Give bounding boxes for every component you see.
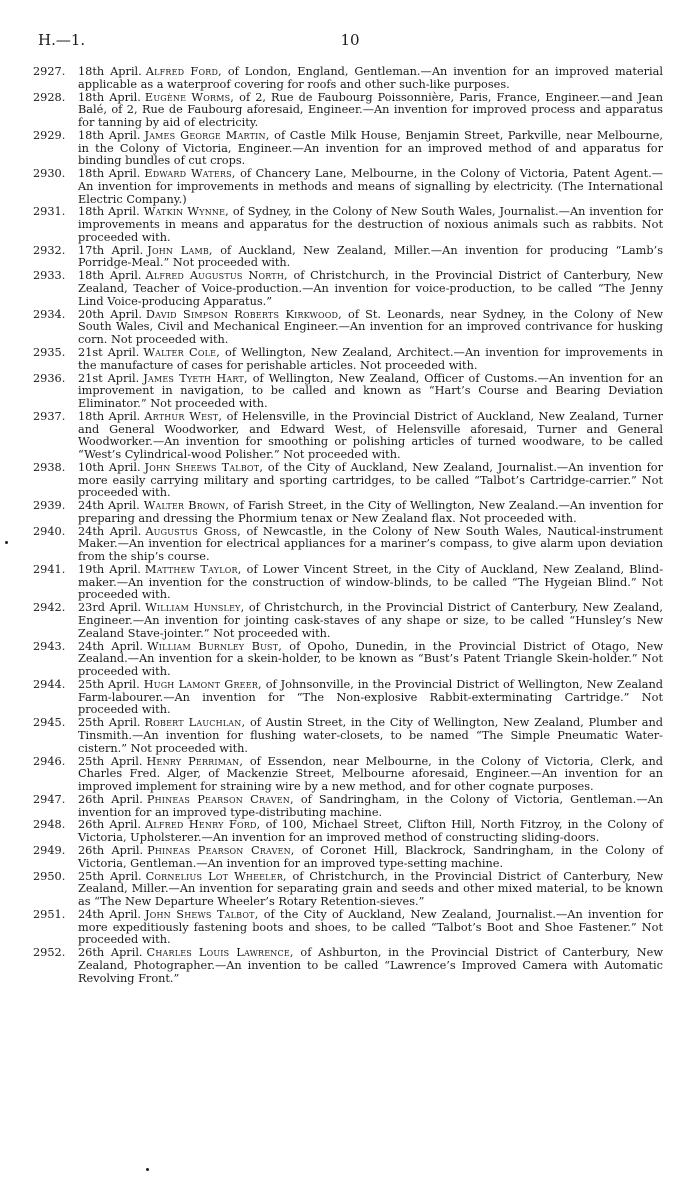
entry-number: 2935.: [33, 345, 66, 359]
entry-number: 2952.: [33, 946, 66, 960]
entry-date: 17th April.: [78, 243, 144, 257]
entry-number: 2930.: [33, 167, 66, 181]
applicant-name: Alfred Augustus North,: [145, 269, 288, 283]
applicant-name: John Sheews Talbot,: [144, 460, 264, 474]
applicant-name: Eugène Worms,: [144, 90, 235, 104]
patent-entry: [33, 270, 663, 308]
patent-entry: [33, 168, 663, 206]
entry-date: 18th April.: [78, 205, 140, 219]
entry-description: of Christchurch, in the Provincial District of Canterbury, New Zealand, Engineer.—An invention for jointing cask-staves of any shape or size, to be called “Hunsley’s New Zealand Stave-jointer.” Not proceeded with.: [78, 601, 664, 640]
page-header: [38, 31, 662, 51]
entry-number: 2939.: [33, 499, 66, 513]
entry-description: of Sydney, in the Colony of New South Wales, Journalist.—An invention for improvements in means and apparatus for the destruction of noxious animals such as rabbits. Not proceeded with.: [78, 205, 664, 244]
patent-entry: [33, 526, 663, 564]
applicant-name: Phineas Pearson Craven,: [146, 792, 294, 806]
entry-number: 2940.: [33, 524, 66, 538]
entry-description: of Christchurch, in the Provincial District of Canterbury, New Zealand, Miller.—An invention for separating grain and seeds and other mixed material, to be known as “The New Departure Wheeler’s Rotary Retention-sieves.”: [78, 869, 663, 909]
entry-description: of Lower Vincent Street, in the City of Auckland, New Zealand, Blind-maker.—An invention for the construction of window-blinds, to be called “The Hygeian Blind.” Not proceeded with.: [78, 563, 664, 602]
entry-date: 18th April.: [78, 269, 142, 283]
patent-entry: [33, 411, 663, 462]
patent-entry: [33, 845, 663, 870]
footer-mark: [146, 1168, 149, 1171]
applicant-name: Walter Cole,: [143, 345, 220, 359]
applicant-name: Alfred Henry Ford,: [144, 818, 261, 832]
patent-entry: [33, 679, 663, 717]
entry-date: 24th April.: [78, 499, 140, 513]
patent-entry: [33, 500, 663, 525]
patent-entry: [33, 66, 663, 91]
entry-description: of Opoho, Dunedin, in the Provincial District of Otago, New Zealand.—An invention for a skein-holder, to be known as “Bust’s Patent Triangle Skein-holder.” Not proceeded with.: [78, 639, 664, 679]
entry-description: of Helensville, in the Provincial District of Auckland, New Zealand, Turner and General Woodworker, and Edward West, of Helensville aforesaid, Turner and General Woodworker.—An invention for smoothing or polishing articles of turned woodware, to be called “West’s Cylindrical-wood Polisher.” Not proceeded with.: [78, 409, 663, 461]
patent-entry: [33, 794, 663, 819]
entry-date: 23rd April.: [78, 601, 142, 615]
applicant-name: Walter Brown,: [143, 499, 230, 513]
patent-entry: [33, 717, 663, 755]
patent-entry: [33, 947, 663, 985]
applicant-name: William Burnley Bust,: [147, 639, 283, 653]
entry-number: 2928.: [33, 90, 66, 104]
entry-number: 2944.: [33, 677, 66, 691]
entry-date: 24th April.: [78, 639, 143, 653]
entry-date: 18th April.: [78, 90, 141, 104]
patent-entry: [33, 641, 663, 679]
entry-number: 2945.: [33, 716, 66, 730]
entry-date: 25th April.: [78, 869, 142, 883]
entry-number: 2937.: [33, 409, 66, 423]
applicant-name: William Hunsley,: [145, 601, 245, 615]
entry-date: 21st April.: [78, 345, 140, 359]
entry-date: 18th April.: [78, 167, 141, 181]
applicant-name: John Shews Talbot,: [145, 907, 259, 921]
entry-date: 21st April.: [78, 371, 140, 385]
entry-description: of Castle Milk House, Benjamin Street, Parkville, near Melbourne, in the Colony of Victoria, Engineer.—An invention for an improved method of and apparatus for binding bundles of cut crops.: [78, 128, 663, 168]
entry-description: of Chancery Lane, Melbourne, in the Colony of Victoria, Patent Agent.—An invention for improvements in methods and means of signalling by electricity. (The International Electric Company.): [78, 167, 664, 206]
entry-date: 25th April.: [78, 716, 141, 730]
entry-number: 2927.: [33, 65, 66, 78]
patent-entry: [33, 819, 663, 844]
patent-entry: [33, 909, 663, 947]
entry-date: 24th April.: [78, 907, 142, 921]
entry-date: 26th April.: [78, 792, 143, 806]
entry-description: of 2, Rue de Faubourg Poissonnière, Paris, France, Engineer.—and Jean Balé, of 2, Rue de Faubourg aforesaid, Engineer.—An invention for improved process and apparatus for tanning by aid of electricity.: [78, 90, 664, 129]
applicant-name: Cornelius Lot Wheeler,: [145, 869, 287, 883]
patent-entry: [33, 347, 663, 372]
entry-number: 2934.: [33, 307, 66, 321]
patent-entry: [33, 871, 663, 909]
applicant-name: Phineas Pearson Craven,: [147, 844, 295, 858]
entry-description: of Austin Street, in the City of Wellington, New Zealand, Plumber and Tinsmith.—An invention for flushing water-closets, to be named “The Simple Pneumatic Water-cistern.” Not proceeded with.: [78, 716, 664, 755]
entry-number: 2948.: [33, 818, 66, 832]
applicant-name: James George Martin,: [144, 128, 270, 142]
patent-entry: [33, 309, 663, 347]
entry-number: 2931.: [33, 205, 66, 219]
entry-description: of Christchurch, in the Provincial District of Canterbury, New Zealand, Teacher of Voice-production.—An invention for voice-production, to be called “The Jenny Lind Voice-producing Apparatus.”: [78, 269, 664, 308]
patent-entry: [33, 130, 663, 168]
entry-description: of 100, Michael Street, Clifton Hill, North Fitzroy, in the Colony of Victoria, Upholsterer.—An invention for an improved method of constructing sliding-doors.: [78, 818, 664, 845]
entry-description: of the City of Auckland, New Zealand, Journalist.—An invention for more easily carrying military and sporting cartridges, to be called “Talbot’s Cartridge-carrier.” Not proceeded with.: [78, 460, 663, 500]
patent-entry: [33, 373, 663, 411]
entry-date: 25th April.: [78, 754, 143, 768]
patent-entry: [33, 92, 663, 130]
entry-date: 19th April.: [78, 563, 141, 577]
applicant-name: David Simpson Roberts Kirkwood,: [145, 307, 342, 321]
applicant-name: Arthur West,: [144, 409, 223, 423]
entry-date: 18th April.: [78, 409, 141, 423]
entry-description: of the City of Auckland, New Zealand, Journalist.—An invention for more expeditiously fastening boots and shoes, to be called “Talbot’s Boot and Shoe Fastener.” Not proceeded with.: [78, 907, 664, 947]
entry-date: 26th April.: [78, 946, 143, 960]
entry-date: 20th April.: [78, 307, 142, 321]
applicant-name: John Lamb,: [147, 243, 213, 257]
entry-description: of Wellington, New Zealand, Officer of Customs.—An invention for an improvement in navigation, to be called and known as “Hart’s Course and Bearing Deviation Eliminator.” Not proceeded with.: [78, 371, 664, 410]
page-number: 10: [340, 31, 360, 49]
patent-entry: [33, 756, 663, 794]
applicant-name: Henry Perriman,: [146, 754, 244, 768]
patent-entry: [33, 602, 663, 640]
applicant-name: Robert Lauchlan,: [144, 716, 246, 730]
entry-description: of Wellington, New Zealand, Architect.—An invention for improvements in the manufacture of cases for perishable articles. Not proceeded with.: [78, 345, 663, 372]
entry-number: 2932.: [33, 243, 66, 257]
entry-number: 2951.: [33, 907, 66, 921]
entry-number: 2949.: [33, 844, 66, 858]
entry-number: 2936.: [33, 371, 66, 385]
entry-description: of Auckland, New Zealand, Miller.—An invention for producing “Lamb’s Porridge-Meal.” Not proceeded with.: [78, 243, 664, 270]
entry-date: 10th April.: [78, 460, 141, 474]
entry-description: of London, England, Gentleman.—An invention for an improved material applicable as a waterproof covering for roofs and other such-like purposes.: [78, 65, 664, 91]
entry-description: of Ashburton, in the Provincial District of Canterbury, New Zealand, Photographer.—An invention to be called “Lawrence’s Improved Camera with Automatic Revolving Front.”: [78, 946, 664, 985]
margin-mark: [5, 541, 8, 544]
entry-number: 2947.: [33, 792, 66, 806]
patent-entry: [33, 462, 663, 500]
entry-date: 26th April.: [78, 844, 144, 858]
applicant-name: Matthew Taylor,: [144, 563, 242, 577]
entry-number: 2946.: [33, 754, 66, 768]
patent-entry: [33, 206, 663, 244]
applicant-name: Hugh Lamont Greer,: [143, 677, 262, 691]
applicant-name: Alfred Ford,: [145, 65, 222, 78]
patent-entry: [33, 245, 663, 270]
entry-description: of Coronet Hill, Blackrock, Sandringham, in the Colony of Victoria, Gentleman.—An invention for an improved type-setting machine.: [78, 844, 664, 870]
entry-number: 2933.: [33, 269, 66, 283]
patent-entry: [33, 564, 663, 602]
entry-date: 25th April.: [78, 677, 140, 691]
applicant-name: Charles Louis Lawrence,: [146, 946, 294, 960]
entry-description: of Essendon, near Melbourne, in the Colony of Victoria, Clerk, and Charles Fred. Alger, of Mackenzie Street, Melbourne aforesaid, Engineer.—An invention for an improved implement for straining wire by a new method, and for other cognate purposes.: [78, 754, 663, 793]
entry-description: of Johnsonville, in the Provincial District of Wellington, New Zealand Farm-labourer.—An invention for “The Non-explosive Rabbit-exterminating Cartridge.” Not proceeded with.: [78, 677, 663, 717]
entry-number: 2950.: [33, 869, 66, 883]
entry-date: 26th April.: [78, 818, 141, 832]
entry-date: 24th April.: [78, 524, 142, 538]
entry-description: of Farish Street, in the City of Wellington, New Zealand.—An invention for preparing and dressing the Phormium tenax or New Zealand flax. Not proceeded with.: [78, 499, 664, 525]
entry-number: 2938.: [33, 460, 66, 474]
entry-number: 2941.: [33, 563, 66, 577]
applicant-name: Augustus Gross,: [145, 524, 241, 538]
entry-description: of St. Leonards, near Sydney, in the Colony of New South Wales, Civil and Mechanical Engineer.—An invention for an improved contrivance for husking corn. Not proceeded with.: [78, 307, 663, 347]
entry-number: 2943.: [33, 639, 66, 653]
entry-description: of Newcastle, in the Colony of New South Wales, Nautical-instrument Maker.—An invention for electrical appliances for a mariner’s compass, to give alarm upon deviation from the ship’s course.: [78, 524, 664, 564]
patent-entries-list: [33, 66, 663, 986]
document-reference: H.—1.: [38, 31, 86, 49]
applicant-name: Watkin Wynne,: [143, 205, 229, 219]
entry-date: 18th April.: [78, 128, 141, 142]
entry-date: 18th April.: [78, 65, 142, 78]
entry-number: 2929.: [33, 128, 66, 142]
applicant-name: Edward Waters,: [144, 167, 236, 181]
applicant-name: James Tyeth Hart,: [143, 371, 248, 385]
entry-description: of Sandringham, in the Colony of Victoria, Gentleman.—An invention for an improved type-distributing machine.: [78, 792, 664, 819]
entry-number: 2942.: [33, 601, 66, 615]
